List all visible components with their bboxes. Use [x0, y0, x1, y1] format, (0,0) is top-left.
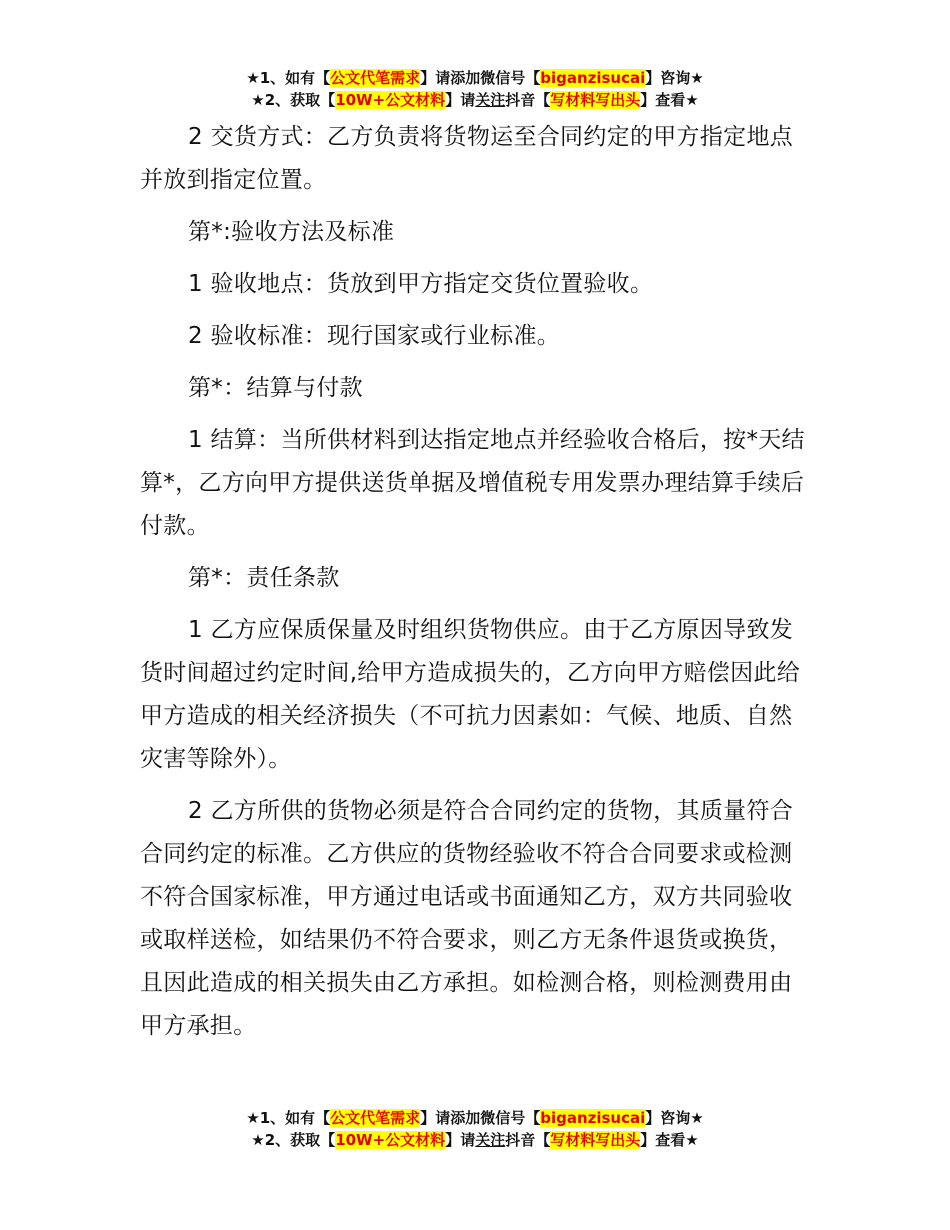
- banner-text: 】咨询★: [645, 1109, 704, 1127]
- banner-text: ★2、获取【: [251, 1131, 336, 1149]
- document-body: [140, 116, 812, 1057]
- highlight-service: 公文代笔需求: [330, 69, 421, 87]
- banner-text: ★2、获取【: [251, 91, 336, 109]
- banner-text: 】请添加微信号【: [420, 69, 541, 87]
- paragraph: 2 交货方式：乙方负责将货物运至合同约定的甲方指定地点并放到指定位置。: [140, 124, 794, 193]
- highlight-materials: 10W+公文材料: [335, 91, 446, 109]
- section-heading: 第*：责任条款: [188, 565, 340, 591]
- banner-text: ★1、如有【: [246, 69, 331, 87]
- highlight-materials: 10W+公文材料: [335, 1131, 446, 1149]
- banner-text: 】咨询★: [645, 69, 704, 87]
- highlight-wechat-id: biganzisucai: [540, 69, 646, 87]
- highlight-service: 公文代笔需求: [330, 1109, 421, 1127]
- highlight-douyin-account: 写材料写出头: [550, 91, 641, 109]
- banner-line-2: [0, 1129, 950, 1151]
- paragraph: 1 验收地点：货放到甲方指定交货位置验收。: [188, 271, 654, 297]
- banner-text: ★1、如有【: [246, 1109, 331, 1127]
- banner-line-1: [0, 1107, 950, 1129]
- banner-line-1: [0, 67, 950, 89]
- paragraph: 2 验收标准：现行国家或行业标准。: [188, 323, 561, 349]
- banner-text: 抖音【: [505, 91, 551, 109]
- banner-text: 】请: [445, 91, 476, 109]
- follow-text: 关注: [475, 1131, 506, 1149]
- section-heading: 第*：结算与付款: [188, 375, 363, 401]
- banner-text: 】查看★: [640, 1131, 699, 1149]
- follow-text: 关注: [475, 91, 506, 109]
- paragraph: 1 乙方应保质保量及时组织货物供应。由于乙方原因导致发货时间超过约定时间,给甲方造成损失的，乙方向甲方赔偿因此给甲方造成的相关经济损失（不可抗力因素如：气候、地质、自然灾害等除外）。: [140, 617, 801, 772]
- banner-text: 】请添加微信号【: [420, 1109, 541, 1127]
- banner-line-2: [0, 89, 950, 111]
- banner-text: 】请: [445, 1131, 476, 1149]
- banner-text: 】查看★: [640, 91, 699, 109]
- banner-text: 抖音【: [505, 1131, 551, 1149]
- footer-banner: [0, 1107, 950, 1151]
- paragraph: 1 结算：当所供材料到达指定地点并经验收合格后，按*天结算*，乙方向甲方提供送货单据及增值税专用发票办理结算手续后付款。: [140, 427, 805, 539]
- header-banner: [0, 67, 950, 111]
- paragraph: 2 乙方所供的货物必须是符合合同约定的货物，其质量符合合同约定的标准。乙方供应的货物经验收不符合合同要求或检测不符合国家标准，甲方通过电话或书面通知乙方，双方共同验收或取样送检，如结果仍不符合要求，则乙方无条件退货或换货，且因此造成的相关损失由乙方承担。如检测合格，则检测费用由甲方承担。: [140, 798, 794, 1039]
- highlight-wechat-id: biganzisucai: [540, 1109, 646, 1127]
- highlight-douyin-account: 写材料写出头: [550, 1131, 641, 1149]
- section-heading: 第*:验收方法及标准: [188, 219, 395, 245]
